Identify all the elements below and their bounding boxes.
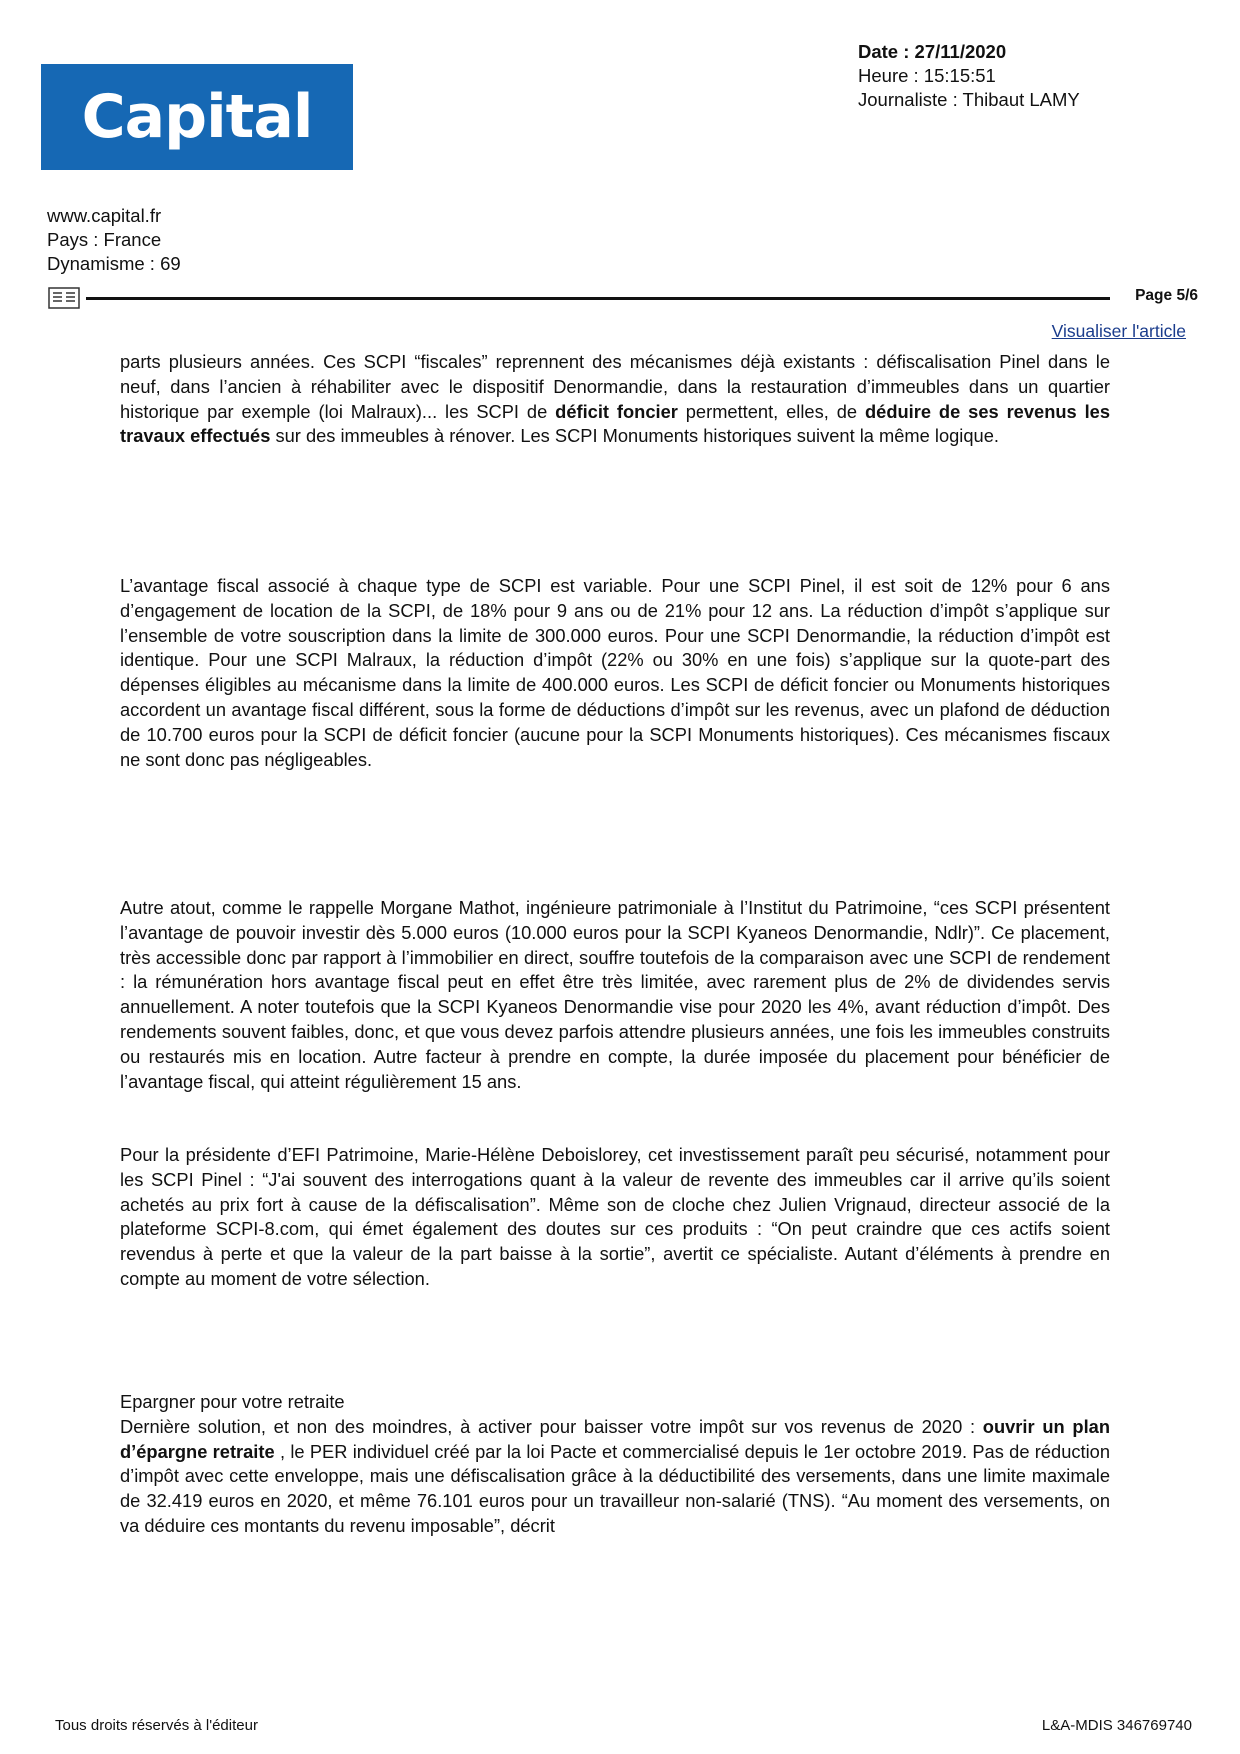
page-number: Page 5/6 [1135,287,1198,304]
paragraph-avantage-fiscal: L’avantage fiscal associé à chaque type de SCPI est variable. Pour une SCPI Pinel, il est soit de 12% pour 6 ans d’engagement de location de la SCPI, de 18% pour 9 ans ou de 21% pour 12 ans. La réduction d’impôt s’applique sur l’ensemble de votre souscription dans la limite de 300.000 euros. Pour une SCPI Denormandie, la réduction d’impôt est identique. Pour une SCPI Malraux, la réduction d’impôt (22% ou 30% en une fois) s’applique sur la quote-part des dépenses éligibles au mécanisme dans la limite de 400.000 euros. Les SCPI de déficit foncier ou Monuments historiques accordent un avantage fiscal différent, sous la forme de déductions d’impôt sur les revenus, avec un plafond de déduction de 10.700 euros pour la SCPI de déficit foncier (aucune pour la SCPI Monuments historiques). Ces mécanismes fiscaux ne sont donc pas négligeables. [120,575,1110,770]
header-divider [86,297,1110,300]
document-icon [48,287,80,309]
paragraph-autre-atout: Autre atout, comme le rappelle Morgane Mathot, ingénieure patrimoniale à l’Institut du Patrimoine, “ces SCPI présentent l’avantage de pouvoir investir dès 5.000 euros (10.000 euros pour la SCPI Kyaneos Denormandie, Ndlr)”. Ce placement, très accessible donc par rapport à l’immobilier en direct, souffre toutefois de la comparaison avec une SCPI de rendement : la rémunération hors avantage fiscal peut en effet être très limitée, avec rarement plus de 2% de dividendes servis annuellement. A noter toutefois que la SCPI Kyaneos Denormandie vise pour 2020 les 4%, avant réduction d’impôt. Des rendements souvent faibles, donc, et que vous devez parfois attendre plusieurs années, une fois les immeubles construits ou restaurés mis en location. Autre facteur à prendre en compte, la durée imposée du placement pour bénéficier de l’avantage fiscal, qui atteint régulièrement 15 ans. [120,897,1110,1092]
paragraph-efi-patrimoine: Pour la présidente d’EFI Patrimoine, Marie-Hélène Deboislorey, cet investissement paraît peu sécurisé, notamment pour les SCPI Pinel : “J'ai souvent des interrogations quant à la valeur de revente des immeubles car il arrive qu’ils soient achetés au prix fort à cause de la défiscalisation”. Même son de cloche chez Julien Vrignaud, directeur associé de la plateforme SCPI-8.com, qui émet également des doutes sur ces produits : “On peut craindre que ces actifs soient revendus à perte et que la valeur de la part baisse à la sortie”, avertit ce spécialiste. Autant d’éléments à prendre en compte au moment de votre sélection. [120,1144,1110,1289]
text-run: Dernière solution, et non des moindres, à activer pour baisser votre impôt sur vos revenus de 2020 : [120,1415,983,1437]
bold-deduire-revenus: déduire de ses revenus les travaux effectués [120,400,1111,447]
bold-deficit-foncier: déficit foncier [555,400,678,422]
meta-date: Date : 27/11/2020 [858,41,1007,62]
text-run: permettent, elles, de [677,400,865,422]
footer-rights: Tous droits réservés à l'éditeur [55,1717,258,1734]
text-run: sur des immeubles à rénover. Les SCPI Monuments historiques suivent la même logique. [270,425,999,447]
section-heading: Epargner pour votre retraite [120,1391,345,1412]
meta-journalist: Journaliste : Thibaut LAMY [858,89,1080,110]
source-dynamism: Dynamisme : 69 [47,253,181,274]
paragraph-epargne-retraite [120,1390,1110,1539]
source-country: Pays : France [47,229,162,250]
article-meta [858,40,1080,112]
view-article-link[interactable]: Visualiser l'article [1051,321,1186,341]
meta-time: Heure : 15:15:51 [858,65,996,86]
capital-logo [41,64,353,170]
source-site: www.capital.fr [47,205,162,226]
logo-text: Capital [81,82,313,152]
text-run: , le PER individuel créé par la loi Pacte et commercialisé depuis le 1er octobre 2019. Pas de réduction d’impôt avec cette enveloppe, mais une défiscalisation grâce à la déductibilité des versements, dans une limite maximale de 32.419 euros en 2020, et même 76.101 euros pour un travailleur non-salarié (TNS). “Au moment des versements, on va déduire ces montants du revenu imposable”, décrit [120,1440,1110,1536]
text-run: parts plusieurs années. Ces SCPI “fiscales” reprennent des mécanismes déjà existants : défiscalisation Pinel dans le neuf, dans l’ancien à réhabiliter avec le dispositif Denormandie, dans la restauration d’immeubles dans un quartier historique par exemple (loi Malraux)... les SCPI de [120,351,1110,422]
paragraph-scpi-fiscales [120,350,1110,449]
footer-reference: L&A-MDIS 346769740 [1041,1717,1192,1734]
bold-plan-epargne: ouvrir un plan d’épargne retraite [120,1415,1110,1462]
source-info [47,204,181,276]
